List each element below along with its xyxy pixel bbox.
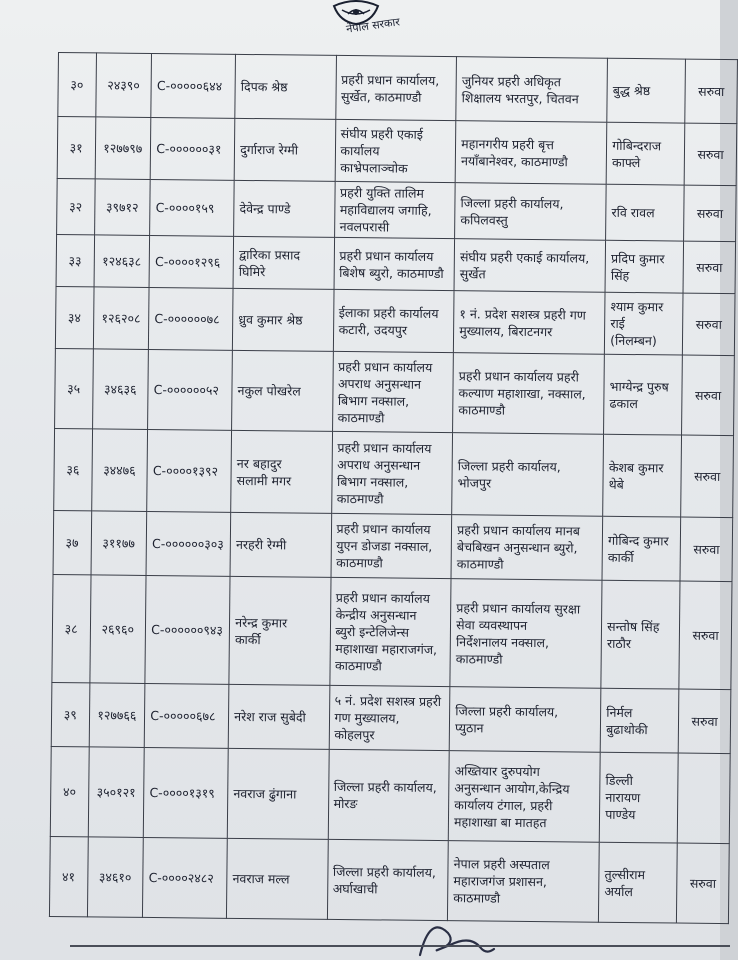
action-cell	[681, 435, 734, 518]
current-office-text: ईलाका प्रहरी कार्यालय कटारी, उदयपुर	[338, 304, 439, 338]
police-id-cell	[92, 349, 149, 430]
replacement-name-text: केशब कुमार थेबे	[608, 459, 664, 492]
code-cell	[149, 287, 234, 350]
serial-number-text: ३०	[70, 77, 84, 93]
serial-number-text: ३८	[64, 621, 78, 637]
employee-name-text: नवराज मल्ल	[232, 870, 290, 887]
new-office-cell	[451, 515, 603, 581]
current-office-text: संघीय प्रहरी एकाई कार्यालय काभ्रेपलाञ्चोक	[340, 125, 424, 176]
police-id-cell	[94, 179, 150, 236]
replacement-name-cell	[607, 58, 686, 123]
employee-name-text: नवराज ढुंगाना	[233, 785, 297, 802]
code-text: C-००००१२९६	[154, 254, 221, 270]
new-office-text: जिल्ला प्रहरी कार्यालय, कपिलवस्तु	[460, 194, 564, 228]
serial-number-cell	[58, 53, 96, 117]
replacement-name-cell	[606, 122, 685, 185]
new-office-text: प्रहरी प्रधान कार्यालय सुरक्षा सेवा व्यवस्थापन निर्देशनालय नक्साल, काठमाण्डौ	[455, 599, 581, 667]
police-id-text: २६९६०	[101, 621, 135, 637]
police-id-cell	[95, 117, 151, 180]
current-office-text: ५ नं. प्रदेश सशस्त्र प्रहरी गण मुख्यालय, कोहलपुर	[334, 692, 442, 743]
police-id-text: १२७७६६	[97, 707, 137, 723]
employee-name-cell	[230, 512, 331, 577]
action-cell	[679, 581, 732, 690]
new-office-text: जिल्ला प्रहरी कार्यालय, भोजपुर	[457, 457, 561, 491]
code-cell	[149, 235, 233, 288]
current-office-cell	[335, 119, 456, 182]
replacement-name-cell	[603, 434, 682, 517]
new-office-cell	[449, 687, 601, 753]
employee-name-cell	[227, 838, 328, 919]
new-office-cell	[453, 353, 605, 435]
replacement-name-cell	[599, 752, 678, 843]
serial-number-cell	[53, 510, 91, 574]
replacement-name-cell	[600, 688, 679, 753]
new-office-text: प्रहरी प्रधान कार्यालय मानब बेचबिखन अनुसन्धान ब्युरो, काठमाण्डौ	[456, 522, 581, 572]
action-cell	[685, 59, 737, 124]
table-row	[55, 286, 735, 355]
action-text: सरुवा	[689, 875, 717, 891]
table-row	[57, 117, 737, 186]
serial-number-text: ४०	[62, 784, 77, 800]
replacement-name-text: डिल्ली नारायण पाण्डेय	[605, 772, 641, 823]
new-office-text: नेपाल प्रहरी अस्पताल महाराजगंज प्रशासन, काठमाण्डौ	[453, 856, 550, 906]
action-text: सरुवा	[694, 468, 721, 484]
code-cell	[144, 683, 229, 748]
employee-name-text: नरेन्द्र कुमार कार्की	[234, 614, 288, 647]
page-bottom-rule	[70, 945, 730, 947]
new-office-cell	[448, 751, 600, 843]
employee-name-cell	[228, 684, 329, 749]
police-id-text: २४३९०	[107, 77, 140, 93]
police-id-text: १२६२०८	[101, 310, 141, 326]
police-id-text: ३४४७६	[103, 462, 136, 478]
code-cell	[150, 179, 234, 236]
code-text: C-००००००३०३	[152, 536, 224, 552]
table-row	[51, 682, 731, 753]
replacement-name-text: गोबिन्द कुमार कार्की	[607, 532, 669, 565]
action-text: सरुवा	[696, 205, 724, 221]
new-office-text: प्रहरी प्रधान कार्यालय प्रहरी कल्याण महाशाखा, नक्साल, काठमाण्डौ	[458, 368, 586, 418]
police-id-cell	[93, 287, 149, 350]
police-id-text: ३९७१२	[105, 199, 139, 215]
current-office-cell	[331, 513, 452, 578]
police-id-text: ३४६१०	[98, 869, 132, 885]
new-office-cell	[456, 57, 608, 123]
employee-name-text: देवेन्द्र पाण्डे	[239, 200, 291, 217]
table-row	[54, 428, 734, 517]
action-text: सरुवा	[697, 146, 724, 162]
police-id-text: १२४६३८	[102, 253, 142, 269]
replacement-name-text: भाग्येन्द्र पुरुष ढकाल	[609, 378, 669, 411]
action-text: सरुवा	[692, 627, 719, 643]
replacement-name-text: रवि रावल	[611, 204, 655, 221]
police-id-cell	[94, 235, 150, 288]
serial-number-cell	[49, 836, 87, 916]
replacement-name-cell	[605, 240, 684, 293]
action-cell	[678, 689, 730, 754]
action-cell	[683, 241, 735, 294]
action-cell	[684, 185, 736, 242]
replacement-name-cell	[601, 580, 680, 689]
employee-name-text: ध्रुव कुमार श्रेष्ठ	[238, 311, 303, 328]
current-office-cell	[333, 289, 454, 352]
current-office-cell	[331, 431, 452, 514]
current-office-cell	[334, 237, 455, 290]
police-id-cell	[87, 837, 144, 918]
employee-name-text: नरेश राज सुबेदी	[234, 708, 306, 725]
code-text: C-००००००३१	[156, 141, 222, 157]
replacement-name-text: तुल्सीराम अर्याल	[604, 866, 646, 899]
current-office-text: प्रहरी प्रधान कार्यालय युएन डोजडा नक्साल, काठमाण्डौ	[336, 520, 433, 571]
code-cell	[150, 117, 235, 180]
code-cell	[146, 511, 231, 576]
code-cell	[143, 837, 228, 918]
police-id-cell	[89, 683, 145, 748]
replacement-name-cell	[606, 184, 685, 241]
employee-name-text: दिपक श्रेष्ठ	[240, 78, 288, 95]
replacement-name-cell	[599, 842, 678, 923]
action-text: सरुवा	[698, 83, 725, 99]
police-id-cell	[88, 747, 145, 838]
table-row	[57, 178, 737, 241]
serial-number-cell	[51, 682, 89, 746]
table-row	[50, 746, 730, 843]
action-text: सरुवा	[693, 541, 720, 557]
police-id-cell	[95, 53, 151, 118]
employee-name-cell	[233, 236, 334, 289]
police-id-cell	[89, 575, 146, 684]
code-text: C-०००००६७८	[150, 708, 216, 724]
employee-name-cell	[232, 350, 333, 431]
employee-name-text: द्वारिका प्रसाद घिमिरे	[238, 246, 301, 279]
action-cell	[683, 293, 735, 356]
signature-icon	[410, 905, 500, 960]
action-cell	[682, 355, 735, 436]
new-office-cell	[454, 291, 606, 355]
new-office-text: महानगरीय प्रहरी बृत्त नयाँबानेश्वर, काठमाण्डौ	[460, 135, 568, 169]
replacement-name-text: श्याम कुमार राई (निलम्बन)	[610, 298, 664, 349]
code-cell	[144, 747, 229, 838]
serial-number-text: ३१	[69, 140, 83, 156]
current-office-text: प्रहरी प्रधान कार्यालय, सुर्खेत, काठमाण्डौ	[340, 71, 440, 105]
action-text: सरुवा	[694, 387, 722, 403]
serial-number-text: ३६	[66, 462, 80, 478]
current-office-cell	[332, 351, 453, 432]
serial-number-text: ३५	[67, 381, 81, 397]
action-text: सरुवा	[695, 316, 722, 332]
serial-number-text: ४१	[62, 869, 76, 885]
action-text: सरुवा	[691, 713, 718, 729]
current-office-text: प्रहरी प्रधान कार्यालय बिशेष ब्युरो, काठमाण्डौ	[339, 247, 444, 281]
code-text: C-००००१३१९	[149, 784, 215, 801]
new-office-text: संघीय प्रहरी एकाई कार्यालय, सुर्खेत	[459, 248, 590, 281]
new-office-cell	[454, 239, 606, 293]
new-office-cell	[455, 183, 607, 241]
table-row	[52, 574, 732, 689]
new-office-text: जिल्ला प्रहरी कार्यालय, प्युठान	[455, 702, 559, 735]
current-office-cell	[329, 577, 451, 686]
serial-number-cell	[54, 428, 92, 510]
employee-name-cell	[234, 180, 335, 237]
current-office-text: जिल्ला प्रहरी कार्यालय, अर्घाखाची	[332, 863, 436, 896]
employee-name-cell	[229, 576, 330, 685]
replacement-name-text: प्रदिप कुमार सिंह	[610, 250, 665, 283]
employee-name-text: नर बहादुर सलामी मगर	[236, 455, 292, 488]
action-text: सरुवा	[696, 259, 723, 275]
serial-number-cell	[57, 178, 95, 234]
table-row	[56, 234, 736, 293]
current-office-cell	[328, 749, 450, 840]
transfer-table	[49, 52, 738, 924]
serial-number-cell	[55, 286, 93, 348]
replacement-name-cell	[604, 354, 683, 435]
serial-number-text: ३४	[67, 310, 82, 326]
new-office-text: अख्तियार दुरुपयोग अनुसन्धान आयोग,केन्द्रिय कार्यालय टंगाल, प्रहरी महाशाखा बा मातहत	[454, 762, 570, 830]
employee-name-cell	[227, 748, 328, 839]
serial-number-text: ३७	[65, 535, 79, 551]
serial-number-cell	[50, 746, 88, 836]
employee-name-cell	[234, 118, 335, 181]
action-cell	[677, 843, 730, 924]
current-office-cell	[334, 181, 455, 238]
action-cell	[684, 123, 736, 186]
serial-number-cell	[57, 117, 95, 179]
serial-number-text: ३३	[68, 253, 82, 269]
current-office-text: प्रहरी युक्ति तालिम महाविद्यालय जगाहि, नवलपरासी	[339, 184, 432, 235]
new-office-text: १ नं. प्रदेश सशस्त्र प्रहरी गण मुख्यालय, बिराटनगर	[459, 305, 586, 339]
code-text: C-००००१५९	[155, 200, 215, 216]
action-cell	[680, 517, 732, 582]
code-text: C-००००१३९२	[152, 463, 219, 479]
header-stamp-text: नेपाल सरकार	[345, 15, 401, 36]
police-id-text: ३११७७	[102, 535, 136, 551]
replacement-name-cell	[602, 516, 681, 581]
employee-name-text: नरहरी रेग्मी	[235, 536, 287, 553]
current-office-text: प्रहरी प्रधान कार्यालय केन्द्रीय अनुसन्धान ब्युरो इन्टेलिजेन्स महाशाखा महाराजगंज, काठमाण्डौ	[335, 589, 438, 674]
replacement-name-cell	[605, 292, 684, 355]
serial-number-text: ३२	[69, 199, 83, 215]
new-office-text: जुनियर प्रहरी अधिकृत शिक्षालय भरतपुर, चितवन	[461, 72, 579, 106]
police-id-cell	[91, 429, 148, 512]
code-text: C-००००००५२	[153, 382, 220, 398]
police-id-cell	[91, 511, 147, 576]
police-id-text: १२७७९७	[103, 140, 143, 156]
employee-name-cell	[233, 288, 334, 351]
employee-name-text: नकुल पोखरेल	[237, 382, 301, 399]
code-text: C-००००००९४३	[151, 622, 224, 638]
employee-name-text: दुर्गाराज रेग्मी	[240, 141, 299, 158]
police-id-text: ३५०१२१	[96, 784, 136, 800]
employee-name-cell	[231, 430, 332, 513]
action-cell	[678, 753, 731, 844]
new-office-cell	[450, 579, 602, 689]
current-office-text: प्रहरी प्रधान कार्यालय अपराध अनुसन्धान बिभाग नक्साल, काठमाण्डौ	[337, 358, 433, 425]
code-text: C-०००००६४४	[156, 78, 223, 94]
code-cell	[148, 349, 233, 430]
police-id-text: ३४६३६	[104, 381, 137, 397]
employee-name-cell	[235, 54, 336, 119]
current-office-text: जिल्ला प्रहरी कार्यालय, मोरङ	[333, 778, 437, 811]
new-office-cell	[455, 121, 607, 185]
serial-number-cell	[56, 234, 94, 286]
table-row	[53, 510, 733, 581]
serial-number-cell	[52, 574, 91, 682]
code-text: C-००००००७८	[154, 311, 220, 327]
code-cell	[147, 429, 232, 512]
serial-number-text: ३९	[63, 707, 77, 723]
replacement-name-text: गोबिन्दराज काफ्ले	[611, 137, 662, 170]
replacement-name-text: निर्मल बुढाथोकी	[606, 704, 648, 737]
current-office-text: प्रहरी प्रधान कार्यालय अपराध अनुसन्धान बिभाग नक्साल, काठमाण्डौ	[336, 439, 432, 506]
serial-number-cell	[55, 348, 93, 428]
code-cell	[151, 53, 236, 118]
replacement-name-text: बुद्ध श्रेष्ठ	[612, 82, 651, 99]
code-text: C-००००२४८२	[148, 869, 214, 886]
table-row	[58, 53, 738, 124]
code-cell	[145, 575, 230, 684]
replacement-name-text: सन्तोष सिंह राठौर	[606, 618, 660, 651]
table-row	[49, 836, 729, 923]
table-row	[55, 348, 735, 435]
new-office-cell	[452, 433, 604, 517]
current-office-cell	[335, 55, 456, 120]
current-office-cell	[329, 685, 450, 750]
